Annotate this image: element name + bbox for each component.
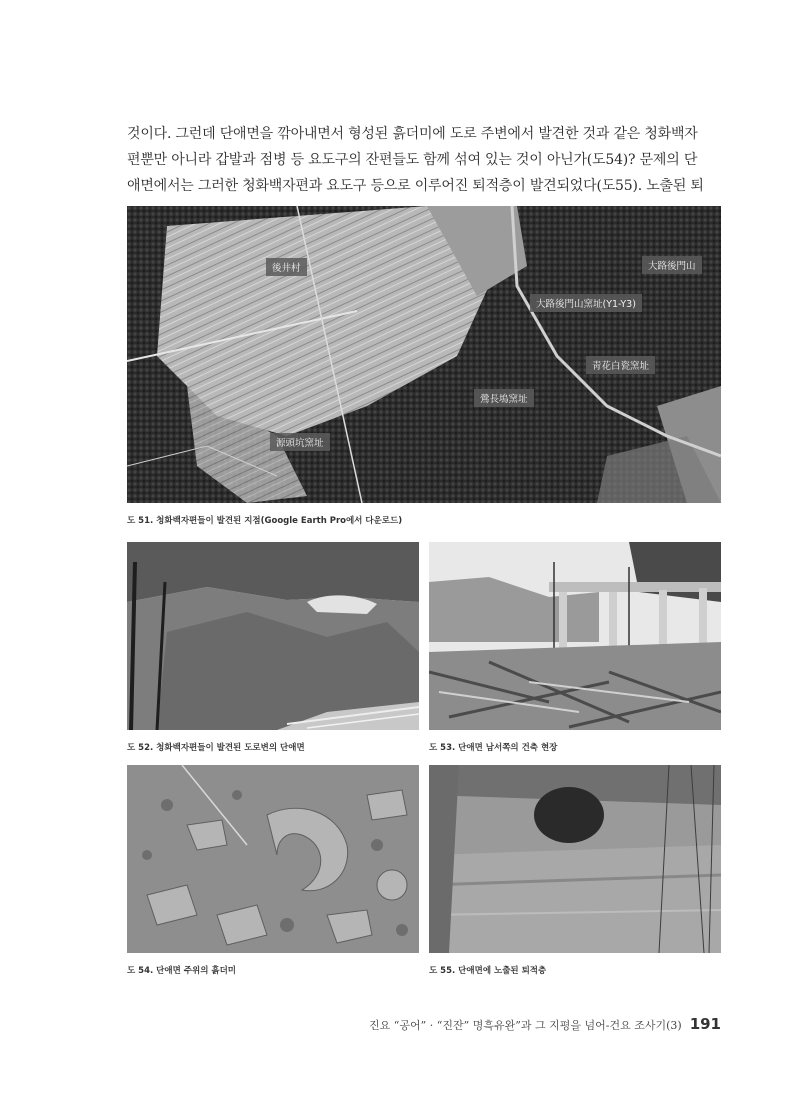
body-line: 편뿐만 아니라 갑발과 점병 등 요도구의 잔편들도 함께 섞여 있는 것이 아닌가(도54)? 문제의 단 [127, 152, 698, 168]
soil-heap-photo [127, 765, 419, 953]
caption-fig55: 도 55. 단애면에 노출된 퇴적층 [429, 966, 547, 976]
caption-fig51: 도 51. 청화백자편들이 발견된 지점(Google Earth Pro에서 다운로드) [127, 516, 403, 526]
map-label-houjing: 後井村 [266, 258, 307, 276]
caption-fig52: 도 52. 청화백자편들이 발견된 도로변의 단애면 [127, 743, 305, 753]
body-line: 애면에서는 그러한 청화백자편과 요도구 등으로 이루어진 퇴적층이 발견되었다(도55). 노출된 퇴 [127, 178, 704, 194]
page-number: 191 [689, 1015, 721, 1033]
map-label-yingchang: 鶯長塢窯址 [474, 389, 534, 407]
map-label-yuantou: 源頭坑窯址 [270, 433, 330, 451]
caption-fig53: 도 53. 단애면 남서쪽의 건축 현장 [429, 743, 558, 753]
cliff-photo [127, 542, 419, 730]
map-label-dalu-kiln: 大路後門山窯址(Y1-Y3) [530, 294, 642, 312]
caption-fig54: 도 54. 단애면 주위의 흙더미 [127, 966, 237, 976]
deposit-layer-photo [429, 765, 721, 953]
body-paragraph [127, 121, 722, 199]
aerial-map-photo [127, 206, 721, 503]
construction-photo [429, 542, 721, 730]
map-label-dalu-hill: 大路後門山 [642, 256, 702, 274]
running-title: 진요 “공어” · “진잔” 명흑유완”과 그 지평을 넘어-건요 조사기(3) [369, 1019, 682, 1032]
body-line: 것이다. 그런데 단애면을 깎아내면서 형성된 흙더미에 도로 주변에서 발견한 것과 같은 청화백자 [127, 126, 698, 142]
map-label-qinghua: 靑花白瓷窯址 [586, 356, 655, 374]
page-footer [369, 1015, 721, 1033]
